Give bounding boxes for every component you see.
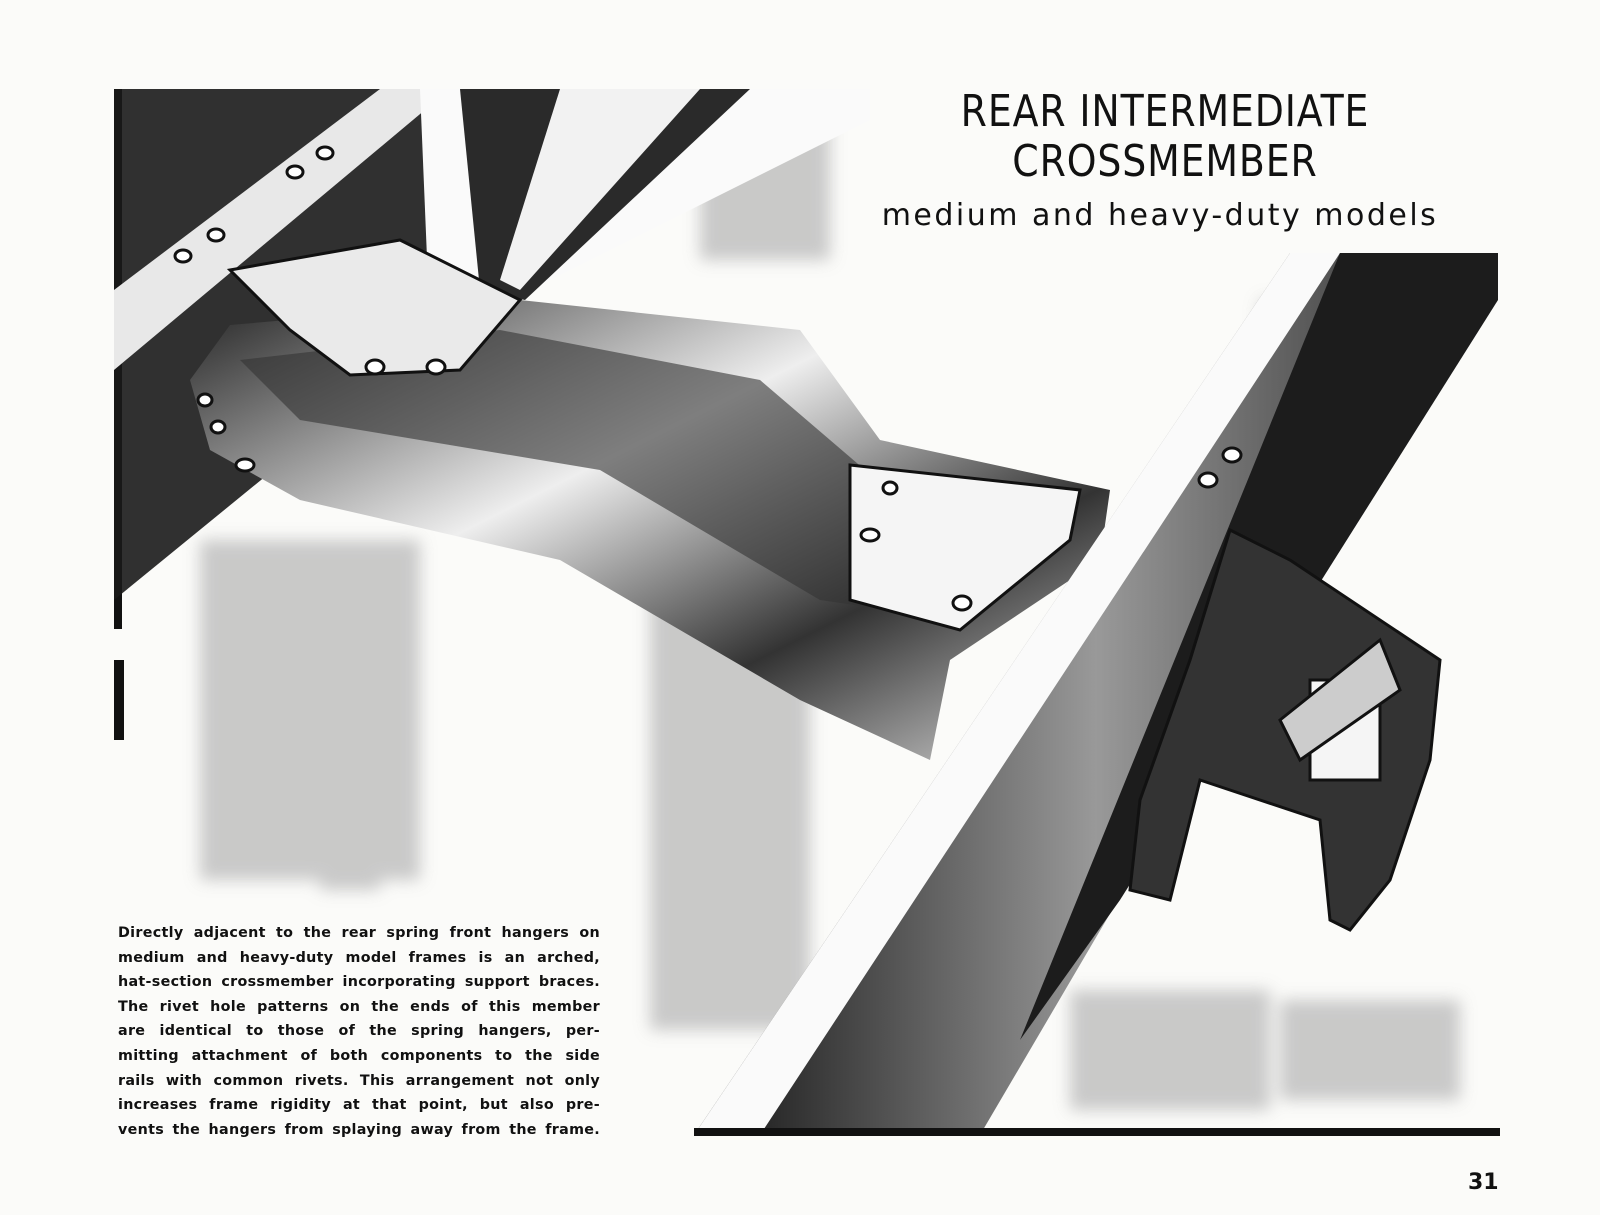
page-subtitle: medium and heavy-duty models: [881, 198, 1439, 233]
paragraph-line: hat-section crossmember incorporating support braces.: [118, 974, 600, 991]
page-title-line-2: CROSSMEMBER: [1012, 136, 1318, 187]
paragraph-line: vents the hangers from splaying away from the frame.: [118, 1121, 600, 1138]
paragraph-line: Directly adjacent to the rear spring front hangers on: [118, 925, 600, 941]
paragraph-line: are identical to those of the spring hangers, per-: [118, 1023, 600, 1040]
paragraph-line: mitting attachment of both components to the side: [118, 1047, 600, 1064]
paragraph-line: medium and heavy-duty model frames is an arched,: [118, 949, 600, 966]
page-number: 31: [1468, 1170, 1499, 1195]
paragraph-line: rails with common rivets. This arrangement not only: [118, 1072, 600, 1089]
page-title-line-1: REAR INTERMEDIATE: [960, 86, 1370, 137]
paragraph-line: increases frame rigidity at that point, but also pre-: [118, 1097, 600, 1114]
body-paragraph: [118, 921, 600, 1142]
paragraph-line: The rivet hole patterns on the ends of this member: [118, 998, 600, 1015]
